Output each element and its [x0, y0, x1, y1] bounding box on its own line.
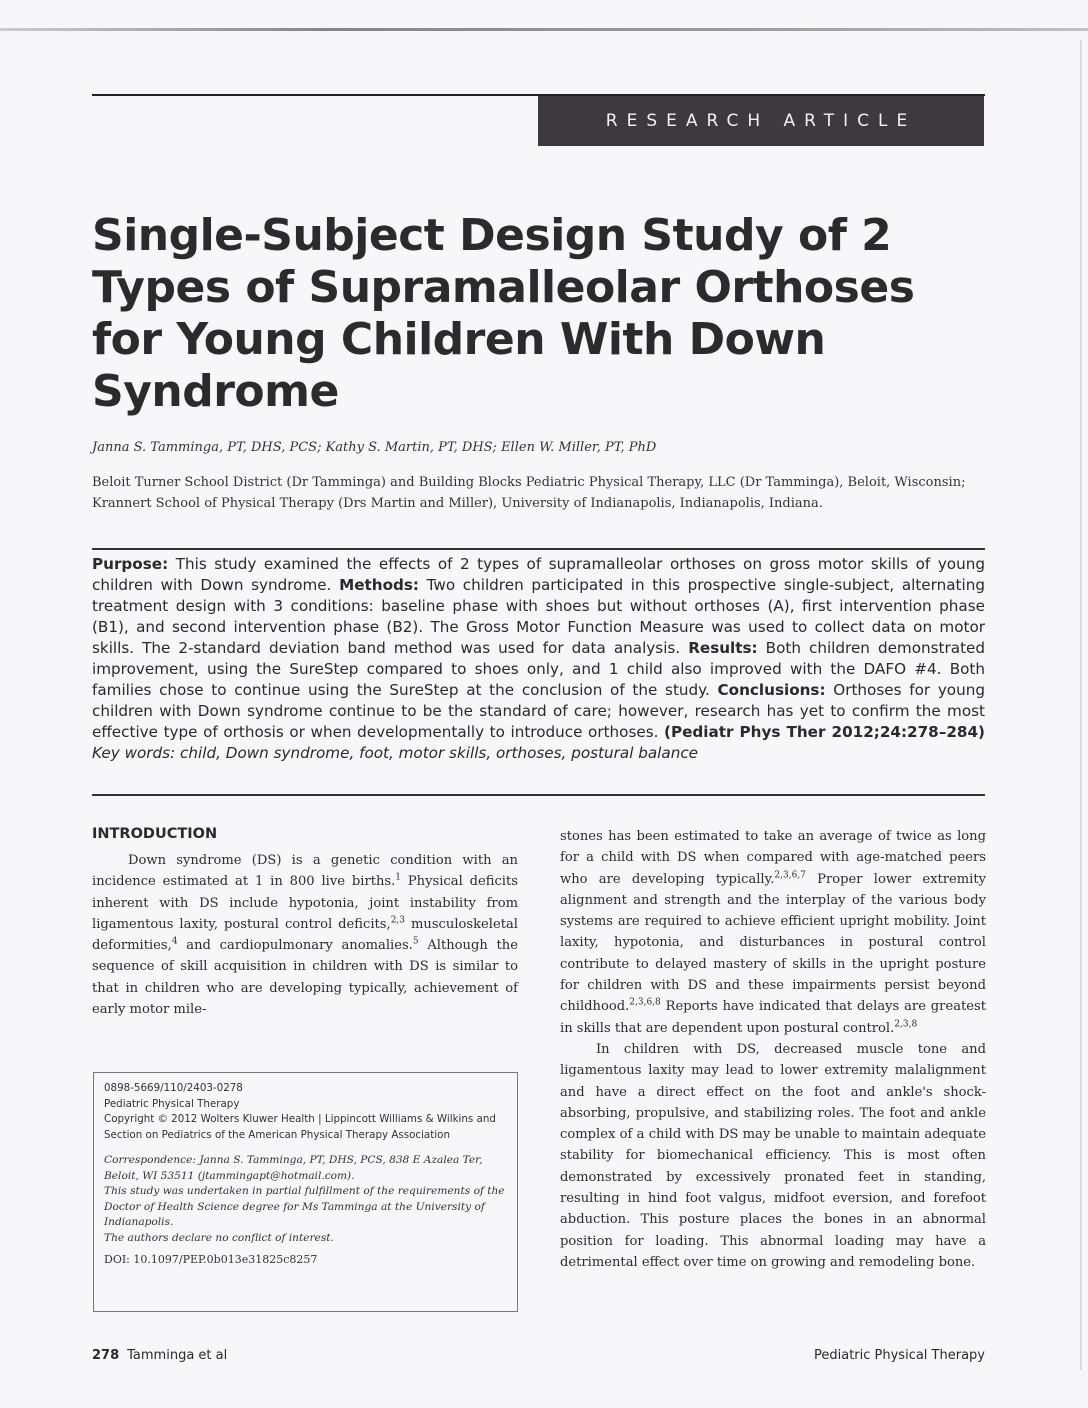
page-number: 278 — [92, 1348, 120, 1363]
abstract-methods-label: Methods: — [339, 576, 419, 594]
column-left — [92, 826, 518, 1020]
text-run: Down syndrome (DS) is a genetic condition with an incidence estimated at 1 in 800 live births. — [92, 853, 518, 890]
article-type-banner — [538, 96, 984, 146]
citation-ref: 2,3 — [390, 915, 406, 926]
citation-ref: 1 — [395, 872, 402, 883]
abstract — [92, 554, 985, 764]
article-title: Single-Subject Design Study of 2 Types of Supramalleolar Orthoses for Young Children With Down Syndrome — [92, 210, 915, 417]
abstract-keywords: Key words: child, Down syndrome, foot, motor skills, orthoses, postural balance — [92, 744, 699, 762]
affiliations: Beloit Turner School District (Dr Tamminga) and Building Blocks Pediatric Physical Therapy, LLC (Dr Tamminga), Beloit, Wisconsin; Krannert School of Physical Therapy (Drs Martin and Miller), University of Indianapolis, Indianapolis, Indiana. — [92, 475, 966, 511]
citation-ref: 2,3,8 — [894, 1019, 918, 1030]
text-run: Although the sequence of skill acquisition in children with DS is similar to that in children who are developing typically, achievement of early motor mile — [92, 938, 518, 1018]
text-run: musculoskeletal deformities, — [92, 916, 518, 954]
abstract-methods: Two children participated in this prospective single-subject, alternating treatment design with 3 conditions: baseline phase with shoes but without orthoses (A), first intervention phase (B1), and second intervention phase (B2). The Gross Motor Function Measure was used to collect data on motor skills. The 2-standard deviation band method was used for data analysis. — [92, 576, 985, 657]
abstract-results-label: Results: — [688, 639, 758, 657]
article-type-label: RESEARCH ARTICLE — [605, 111, 917, 131]
citation-ref: 2,3,6,7 — [774, 870, 806, 881]
page-footer-left — [92, 1348, 227, 1363]
abstract-purpose-label: Purpose: — [92, 555, 169, 573]
column-right — [560, 826, 986, 1273]
text-run: Physical deficits inherent with DS include hypotonia, joint instability from ligamentous laxity, postural control deficits, — [92, 874, 518, 932]
citation-ref: 4 — [171, 936, 178, 947]
study-note: This study was undertaken in partial fulfillment of the requirements of the Doctor of Health Science degree for Ms Tamminga at the University of Indianapolis. — [104, 1185, 505, 1228]
abstract-citation: (Pediatr Phys Ther 2012;24:278–284) — [664, 723, 985, 741]
intro-paragraph-1-continued — [560, 826, 986, 1039]
intro-paragraph-2: In children with DS, decreased muscle tone and ligamentous laxity may lead to lower extremity malalignment and have a direct effect on the foot and ankle's shock-absorbing, propulsive, and stabilizing roles. The foot and ankle complex of a child with DS may be unable to maintain adequate stability for biomechanical efficiency. This is most often demonstrated by excessively pronated feet in standing, resulting in hind foot valgus, midfoot eversion, and forefoot abduction. This posture places the bones in an abnormal position for loading. This abnormal loading may have a detrimental effect over time on growing and remodeling bone. — [560, 1041, 986, 1270]
scan-edge-right — [1080, 40, 1082, 1370]
running-author: Tamminga et al — [127, 1348, 228, 1363]
abstract-purpose: This study examined the effects of 2 types of supramalleolar orthoses on gross motor skills of young children with Down syndrome. — [92, 555, 985, 594]
scan-edge-top — [0, 28, 1088, 31]
text-run: stones has been estimated to take an average of twice as long for a child with DS when compared with age-matched peers who are developing typically. — [560, 829, 986, 887]
citation-ref: 5 — [412, 936, 419, 947]
text-run: Reports have indicated that delays are greatest in skills that are dependent upon postural control. — [560, 999, 986, 1036]
page-footer-journal: Pediatric Physical Therapy — [814, 1348, 985, 1363]
author-list: Janna S. Tamminga, PT, DHS, PCS; Kathy S. Martin, PT, DHS; Ellen W. Miller, PT, PhD — [92, 440, 657, 455]
abstract-conclusions-label: Conclusions: — [717, 681, 826, 699]
section-heading-introduction: INTRODUCTION — [92, 826, 218, 842]
copyright: Copyright © 2012 Wolters Kluwer Health | Lippincott Williams & Wilkins and Section on Pediatrics of the American Physical Therapy Association — [104, 1113, 496, 1141]
abstract-conclusions: Orthoses for young children with Down syndrome continue to be the standard of care; however, research has yet to confirm the most effective type of orthosis or when developmentally to introduce orthoses. — [92, 681, 985, 741]
text-run: and cardiopulmonary anomalies. — [177, 938, 413, 954]
abstract-rule-bottom — [92, 794, 985, 796]
conflict-statement: The authors declare no conflict of interest. — [104, 1231, 334, 1244]
article-info-box — [93, 1072, 518, 1312]
abstract-rule-top — [92, 548, 985, 550]
text-run: Proper lower extremity alignment and strength and the interplay of the various body systems are required to achieve efficient upright mobility. Joint laxity, hypotonia, and disturbances in postural control contribute to delayed mastery of skills in the upright posture for children with DS and these impairments persist beyond childhood. — [560, 871, 986, 1015]
journal-name: Pediatric Physical Therapy — [104, 1097, 240, 1110]
doi: DOI: 10.1097/PEP.0b013e31825c8257 — [104, 1253, 318, 1266]
correspondence: Correspondence: Janna S. Tamminga, PT, DHS, PCS, 838 E Azalea Ter, Beloit, WI 53511 (jtammingapt@hotmail.com). — [104, 1154, 483, 1182]
issn: 0898-5669/110/2403-0278 — [104, 1082, 243, 1094]
citation-ref: 2,3,6,8 — [629, 998, 661, 1009]
abstract-results: Both children demonstrated improvement, using the SureStep compared to shoes only, and 1 child also improved with the DAFO #4. Both families chose to continue using the SureStep at the conclusion of the study. — [92, 639, 986, 699]
intro-paragraph-1: Down syndrome (DS) is a genetic condition with an incidence estimated at 1 in 800 live births.$^1$ Physical deficits inherent with DS include hypotonia, joint instability from ligamentous laxity, postural control deficits,$^{2,3}$ musculoskeletal deformities,$^4$ and cardiopulmonary anomalies.$^5$ Although the sequence of skill acquisition in children with DS is similar to that in children who are developing typically, achievement of early motor mile- — [92, 853, 518, 1018]
